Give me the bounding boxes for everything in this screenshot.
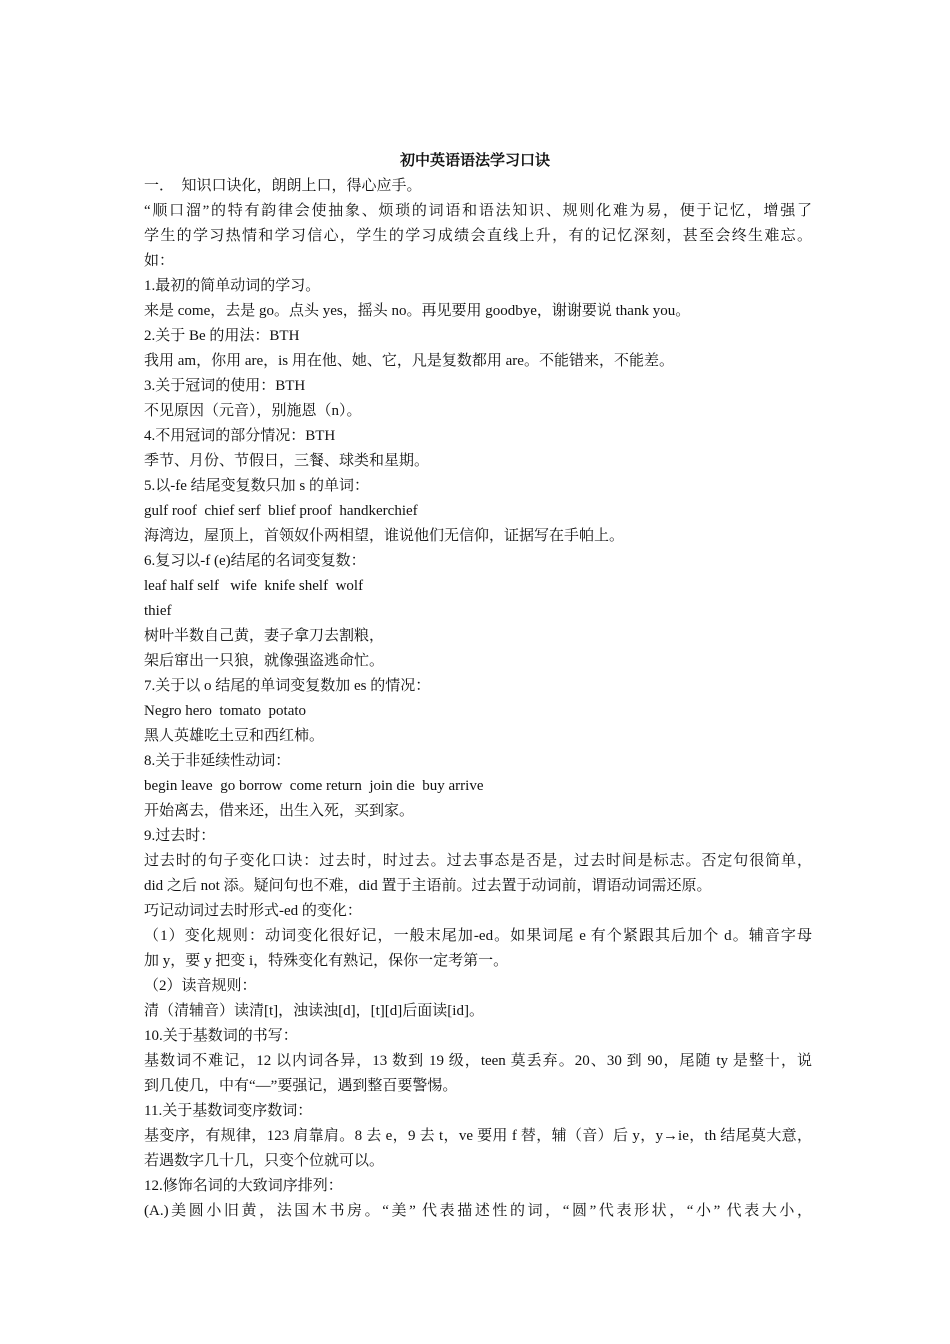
text-line: 如： <box>144 253 175 269</box>
text-line: 11.关于基数词变序数词： <box>144 1103 313 1119</box>
document-title: 初中英语语法学习口诀 <box>399 153 550 169</box>
document-body <box>144 174 812 1224</box>
text-line: (A.)美圆小旧黄，法国木书房。“美” 代表描述性的词，“圆”代表形状，“小” 代表大小， <box>144 1203 812 1219</box>
text-line: 我用 am，你用 are，is 用在他、她、它，凡是复数都用 are。不能错来，不能差。 <box>144 353 674 369</box>
text-line: 过去时的句子变化口诀：过去时，时过去。过去事态是否是，过去时间是标志。否定句很简单， <box>144 853 812 869</box>
text-line: 不见原因（元音），别施恩（n）。 <box>144 403 362 419</box>
text-line: 8.关于非延续性动词： <box>144 753 291 769</box>
text-line: Negro hero tomato potato <box>144 703 307 719</box>
text-line: （1）变化规则：动词变化很好记，一般末尾加-ed。如果词尾 e 有个紧跟其后加个 d。辅音字母 <box>144 928 812 944</box>
text-line: gulf roof chief serf blief proof handkerchief <box>144 503 418 519</box>
text-line: 6.复习以-f (e)结尾的名词变复数： <box>144 553 366 569</box>
text-line: 架后窜出一只狼，就像强盗逃命忙。 <box>144 653 385 669</box>
text-line: 巧记动词过去时形式-ed 的变化： <box>144 903 362 919</box>
text-line: 海湾边，屋顶上，首领奴仆两相望，谁说他们无信仰，证据写在手帕上。 <box>144 528 625 544</box>
text-line: 黑人英雄吃土豆和西红柿。 <box>144 728 325 744</box>
text-line: 12.修饰名词的大致词序排列： <box>144 1178 343 1194</box>
text-line: 基数词不难记，12 以内词各异，13 数到 19 级，teen 莫丢弃。20、30 到 90，尾随 ty 是整十，说 <box>144 1053 812 1069</box>
text-line: leaf half self wife knife shelf wolf <box>144 578 364 594</box>
text-line: thief <box>144 603 172 619</box>
text-line: 若遇数字几十几，只变个位就可以。 <box>144 1153 385 1169</box>
text-line: 季节、月份、节假日，三餐、球类和星期。 <box>144 453 430 469</box>
text-line: 3.关于冠词的使用：BTH <box>144 378 306 394</box>
text-line: 10.关于基数词的书写： <box>144 1028 298 1044</box>
text-line: 清（清辅音）读清[t]，浊读浊[d]，[t][d]后面读[id]。 <box>144 1003 484 1019</box>
text-line: 加 y，要 y 把变 i，特殊变化有熟记，保你一定考第一。 <box>144 953 509 969</box>
text-line: 树叶半数自己黄，妻子拿刀去割粮， <box>144 628 385 644</box>
text-line: 5.以-fe 结尾变复数只加 s 的单词： <box>144 478 369 494</box>
text-line: 来是 come，去是 go。点头 yes，摇头 no。再见要用 goodbye，谢谢要说 thank you。 <box>144 303 691 319</box>
text-line: （2）读音规则： <box>144 978 257 994</box>
text-line: 4.不用冠词的部分情况：BTH <box>144 428 336 444</box>
text-line: 1.最初的简单动词的学习。 <box>144 278 321 294</box>
text-line: 开始离去，借来还，出生入死，买到家。 <box>144 803 415 819</box>
text-line: 基变序，有规律，123 肩靠肩。8 去 e，9 去 t，ve 要用 f 替，辅（音）后 y，y→ie，th 结尾莫大意， <box>144 1128 812 1144</box>
text-line: did 之后 not 添。疑问句也不难，did 置于主语前。过去置于动词前，谓语动词需还原。 <box>144 878 712 894</box>
text-line: 到几使几，中有“—”要强记，遇到整百要警惕。 <box>144 1078 458 1094</box>
text-line: 2.关于 Be 的用法：BTH <box>144 328 300 344</box>
text-line: begin leave go borrow come return join die buy arrive <box>144 778 484 794</box>
text-line: 一． 知识口诀化，朗朗上口，得心应手。 <box>144 178 422 194</box>
text-line: 学生的学习热情和学习信心，学生的学习成绩会直线上升，有的记忆深刻，甚至会终生难忘。 <box>144 228 812 244</box>
text-line: “顺口溜”的特有韵律会使抽象、烦琐的词语和语法知识、规则化难为易，便于记忆，增强了 <box>144 203 812 219</box>
text-line: 9.过去时： <box>144 828 216 844</box>
text-line: 7.关于以 o 结尾的单词变复数加 es 的情况： <box>144 678 431 694</box>
